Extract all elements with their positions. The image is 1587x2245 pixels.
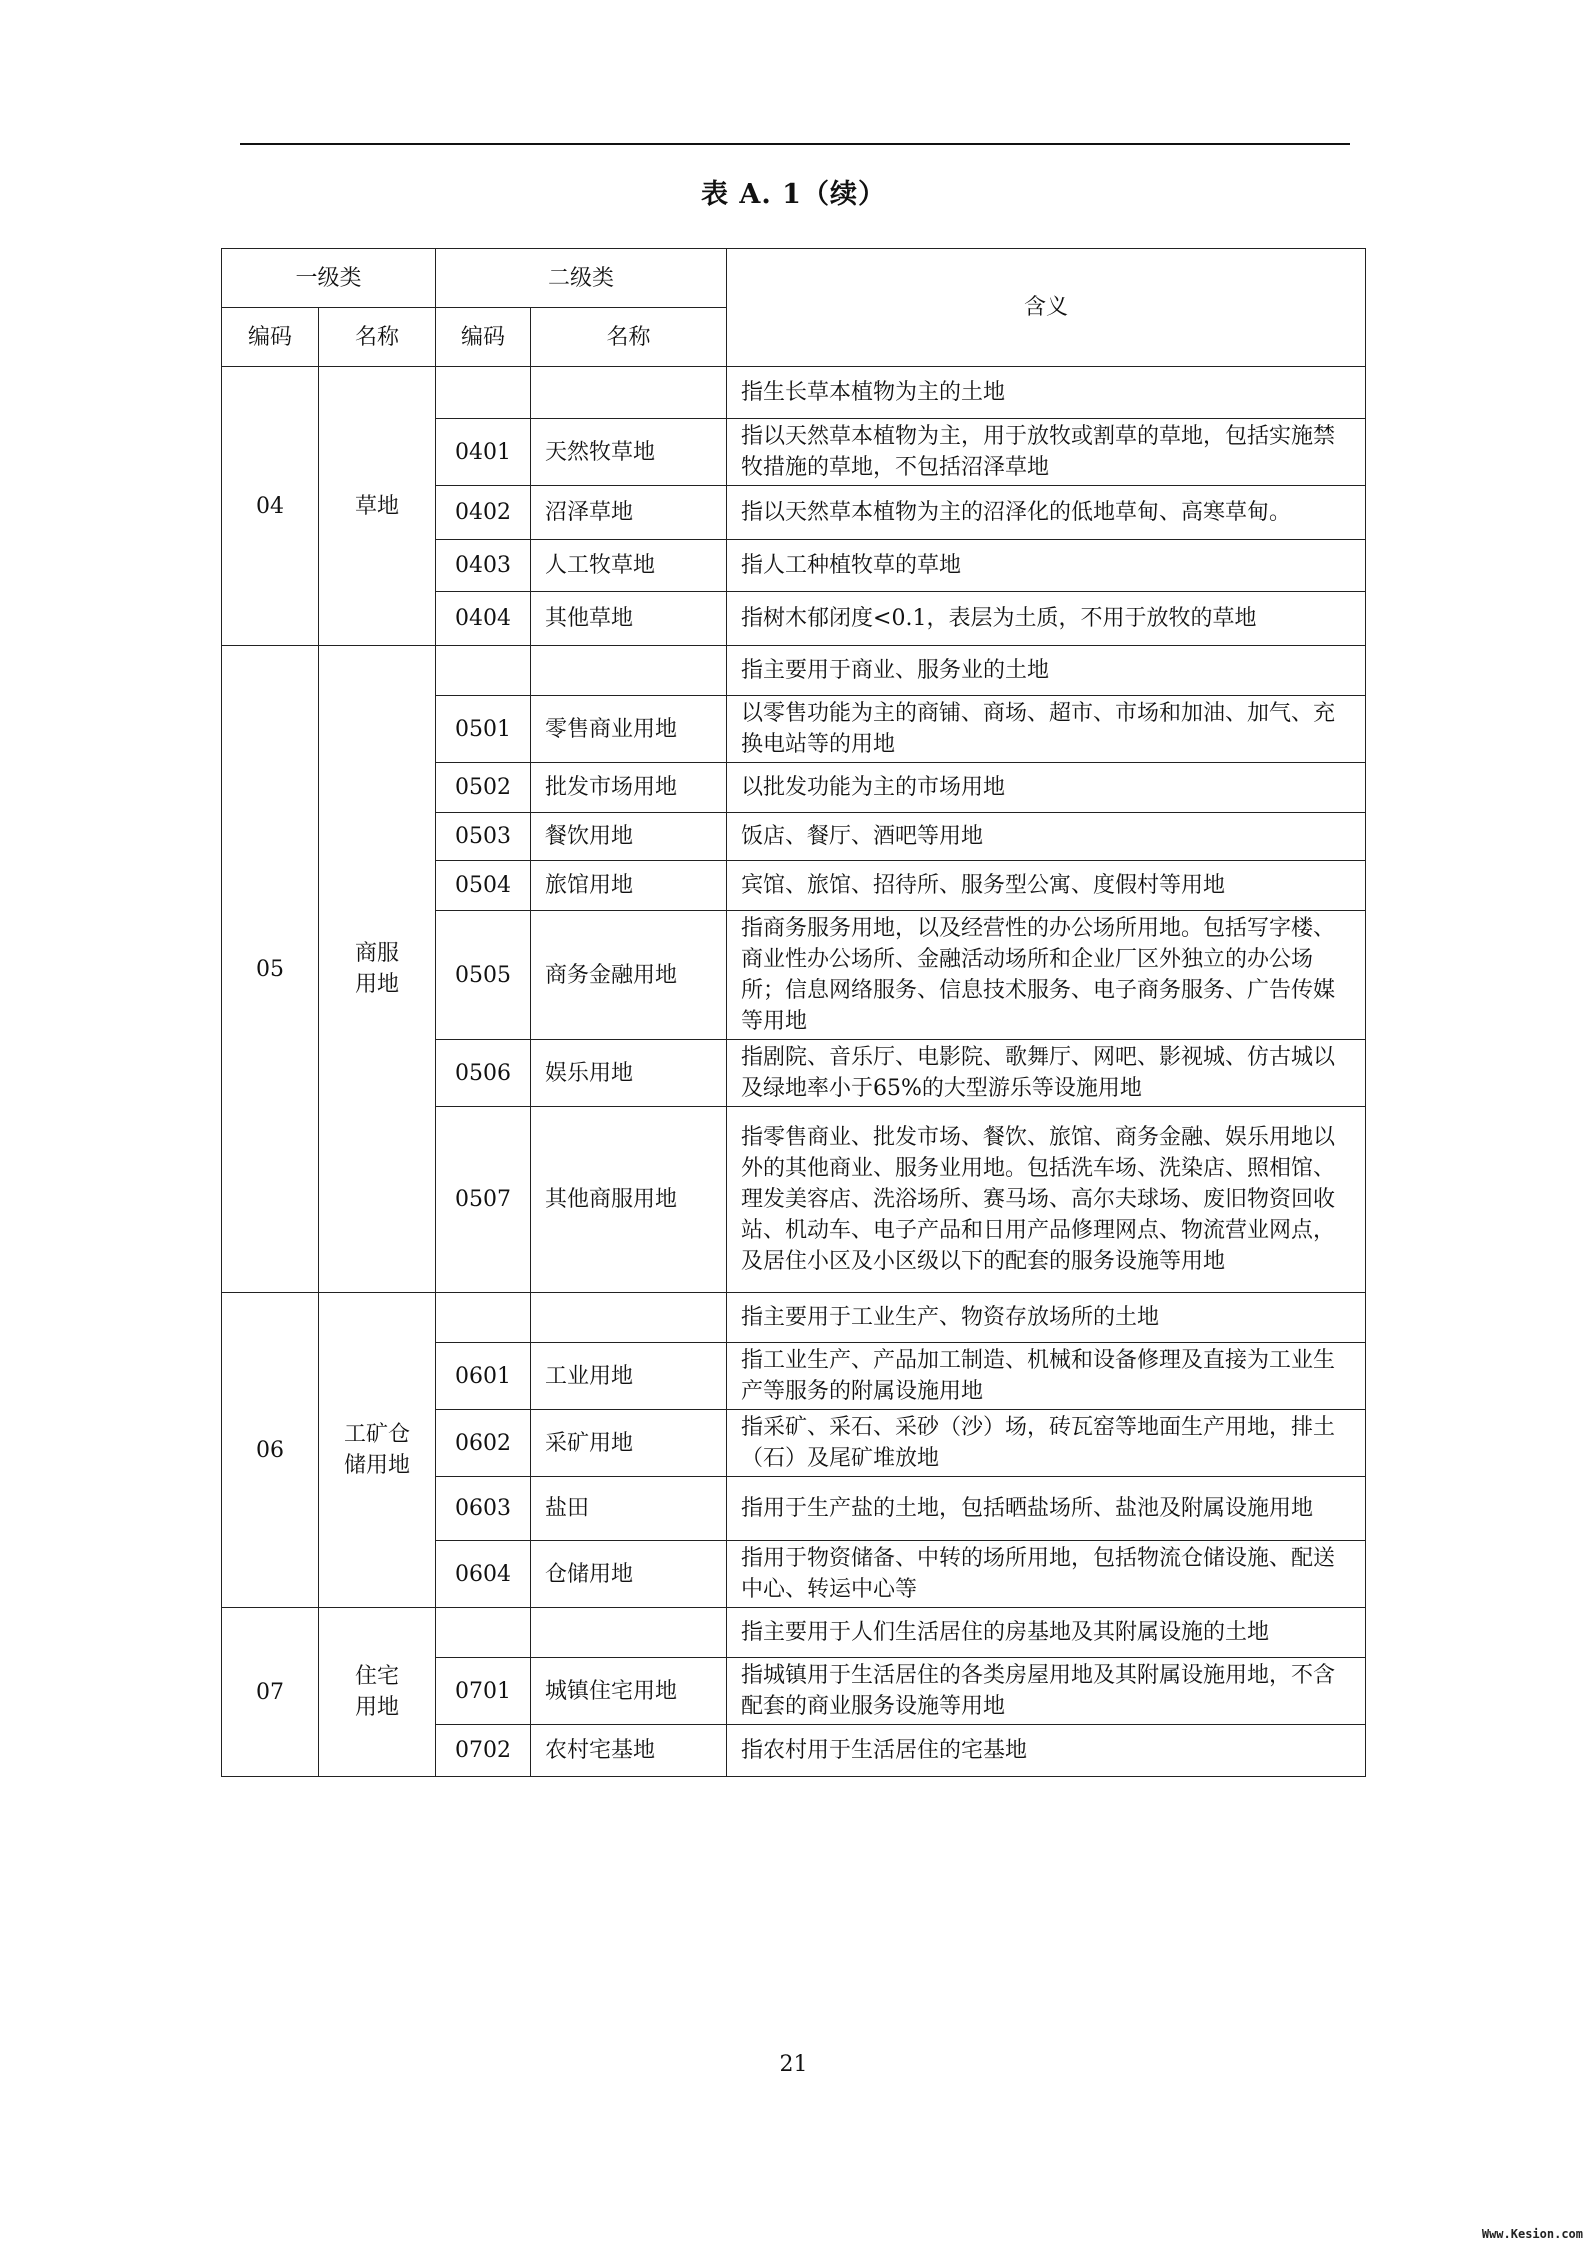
level2-code: 0505 xyxy=(436,911,531,1040)
level1-code: 04 xyxy=(222,367,319,646)
meaning-text: 指树木郁闭度<0.1，表层为土质，不用于放牧的草地 xyxy=(727,592,1366,646)
level2-code: 0504 xyxy=(436,861,531,911)
level2-name: 盐田 xyxy=(531,1477,727,1541)
header-level2: 二级类 xyxy=(436,249,727,308)
meaning-text: 指主要用于商业、服务业的土地 xyxy=(727,646,1366,696)
level2-code: 0603 xyxy=(436,1477,531,1541)
level1-name: 住宅 用地 xyxy=(319,1608,436,1777)
level2-name: 零售商业用地 xyxy=(531,696,727,763)
level2-name: 商务金融用地 xyxy=(531,911,727,1040)
level2-code xyxy=(436,1608,531,1658)
table-body xyxy=(222,367,1366,1777)
level1-name: 商服 用地 xyxy=(319,646,436,1293)
meaning-text: 指工业生产、产品加工制造、机械和设备修理及直接为工业生产等服务的附属设施用地 xyxy=(727,1343,1366,1410)
level2-name xyxy=(531,367,727,419)
level1-code: 06 xyxy=(222,1293,319,1608)
meaning-text: 指城镇用于生活居住的各类房屋用地及其附属设施用地，不含配套的商业服务设施等用地 xyxy=(727,1658,1366,1725)
header-row-1 xyxy=(222,249,1366,308)
level2-code: 0501 xyxy=(436,696,531,763)
table-row xyxy=(222,367,1366,419)
meaning-text: 指用于生产盐的土地，包括晒盐场所、盐池及附属设施用地 xyxy=(727,1477,1366,1541)
level2-name: 其他商服用地 xyxy=(531,1107,727,1293)
level2-name: 其他草地 xyxy=(531,592,727,646)
level2-name: 餐饮用地 xyxy=(531,813,727,861)
header-level1: 一级类 xyxy=(222,249,436,308)
meaning-text: 指主要用于工业生产、物资存放场所的土地 xyxy=(727,1293,1366,1343)
meaning-text: 以零售功能为主的商铺、商场、超市、市场和加油、加气、充换电站等的用地 xyxy=(727,696,1366,763)
level2-code: 0506 xyxy=(436,1040,531,1107)
watermark: Www.Kesion.com xyxy=(1481,2227,1583,2241)
level2-name: 工业用地 xyxy=(531,1343,727,1410)
level2-code: 0502 xyxy=(436,763,531,813)
meaning-text: 指主要用于人们生活居住的房基地及其附属设施的土地 xyxy=(727,1608,1366,1658)
level2-name xyxy=(531,1608,727,1658)
level1-name: 工矿仓 储用地 xyxy=(319,1293,436,1608)
meaning-text: 指农村用于生活居住的宅基地 xyxy=(727,1725,1366,1777)
level2-name: 城镇住宅用地 xyxy=(531,1658,727,1725)
header-level1-code: 编码 xyxy=(222,308,319,367)
meaning-text: 指以天然草本植物为主，用于放牧或割草的草地，包括实施禁牧措施的草地，不包括沼泽草地 xyxy=(727,419,1366,486)
level2-name xyxy=(531,646,727,696)
table-row xyxy=(222,1608,1366,1658)
level2-name: 娱乐用地 xyxy=(531,1040,727,1107)
level2-code: 0507 xyxy=(436,1107,531,1293)
level1-code: 05 xyxy=(222,646,319,1293)
meaning-text: 指人工种植牧草的草地 xyxy=(727,540,1366,592)
level2-name: 采矿用地 xyxy=(531,1410,727,1477)
meaning-text: 指采矿、采石、采砂（沙）场，砖瓦窑等地面生产用地，排土（石）及尾矿堆放地 xyxy=(727,1410,1366,1477)
top-rule xyxy=(240,143,1350,145)
level2-name: 人工牧草地 xyxy=(531,540,727,592)
level2-name: 农村宅基地 xyxy=(531,1725,727,1777)
level2-name: 天然牧草地 xyxy=(531,419,727,486)
level2-name: 旅馆用地 xyxy=(531,861,727,911)
level2-code: 0604 xyxy=(436,1541,531,1608)
level2-code: 0601 xyxy=(436,1343,531,1410)
level1-name: 草地 xyxy=(319,367,436,646)
header-level2-name: 名称 xyxy=(531,308,727,367)
level1-code: 07 xyxy=(222,1608,319,1777)
meaning-text: 指用于物资储备、中转的场所用地，包括物流仓储设施、配送中心、转运中心等 xyxy=(727,1541,1366,1608)
table-row xyxy=(222,646,1366,696)
level2-code: 0702 xyxy=(436,1725,531,1777)
level2-code: 0701 xyxy=(436,1658,531,1725)
level2-code: 0602 xyxy=(436,1410,531,1477)
level2-code: 0404 xyxy=(436,592,531,646)
table-caption: 表 A. 1（续） xyxy=(701,179,886,210)
meaning-text: 指商务服务用地，以及经营性的办公场所用地。包括写字楼、商业性办公场所、金融活动场所和企业厂区外独立的办公场所；信息网络服务、信息技术服务、电子商务服务、广告传媒等用地 xyxy=(727,911,1366,1040)
meaning-text: 指剧院、音乐厅、电影院、歌舞厅、网吧、影视城、仿古城以及绿地率小于65%的大型游乐等设施用地 xyxy=(727,1040,1366,1107)
header-meaning: 含义 xyxy=(727,249,1366,367)
meaning-text: 以批发功能为主的市场用地 xyxy=(727,763,1366,813)
level2-code xyxy=(436,1293,531,1343)
level2-code: 0402 xyxy=(436,486,531,540)
level2-code: 0401 xyxy=(436,419,531,486)
level2-code: 0403 xyxy=(436,540,531,592)
level2-name: 仓储用地 xyxy=(531,1541,727,1608)
level2-code xyxy=(436,367,531,419)
header-level2-code: 编码 xyxy=(436,308,531,367)
table-row xyxy=(222,1293,1366,1343)
header-level1-name: 名称 xyxy=(319,308,436,367)
page-number: 21 xyxy=(779,2052,808,2077)
meaning-text: 指生长草本植物为主的土地 xyxy=(727,367,1366,419)
meaning-text: 饭店、餐厅、酒吧等用地 xyxy=(727,813,1366,861)
level2-name xyxy=(531,1293,727,1343)
level2-code xyxy=(436,646,531,696)
meaning-text: 指以天然草本植物为主的沼泽化的低地草甸、高寒草甸。 xyxy=(727,486,1366,540)
level2-code: 0503 xyxy=(436,813,531,861)
land-use-table xyxy=(221,248,1366,1777)
level2-name: 沼泽草地 xyxy=(531,486,727,540)
level2-name: 批发市场用地 xyxy=(531,763,727,813)
meaning-text: 宾馆、旅馆、招待所、服务型公寓、度假村等用地 xyxy=(727,861,1366,911)
meaning-text: 指零售商业、批发市场、餐饮、旅馆、商务金融、娱乐用地以外的其他商业、服务业用地。包括洗车场、洗染店、照相馆、理发美容店、洗浴场所、赛马场、高尔夫球场、废旧物资回收站、机动车、电子产品和日用产品修理网点、物流营业网点，及居住小区及小区级以下的配套的服务设施等用地 xyxy=(727,1107,1366,1293)
